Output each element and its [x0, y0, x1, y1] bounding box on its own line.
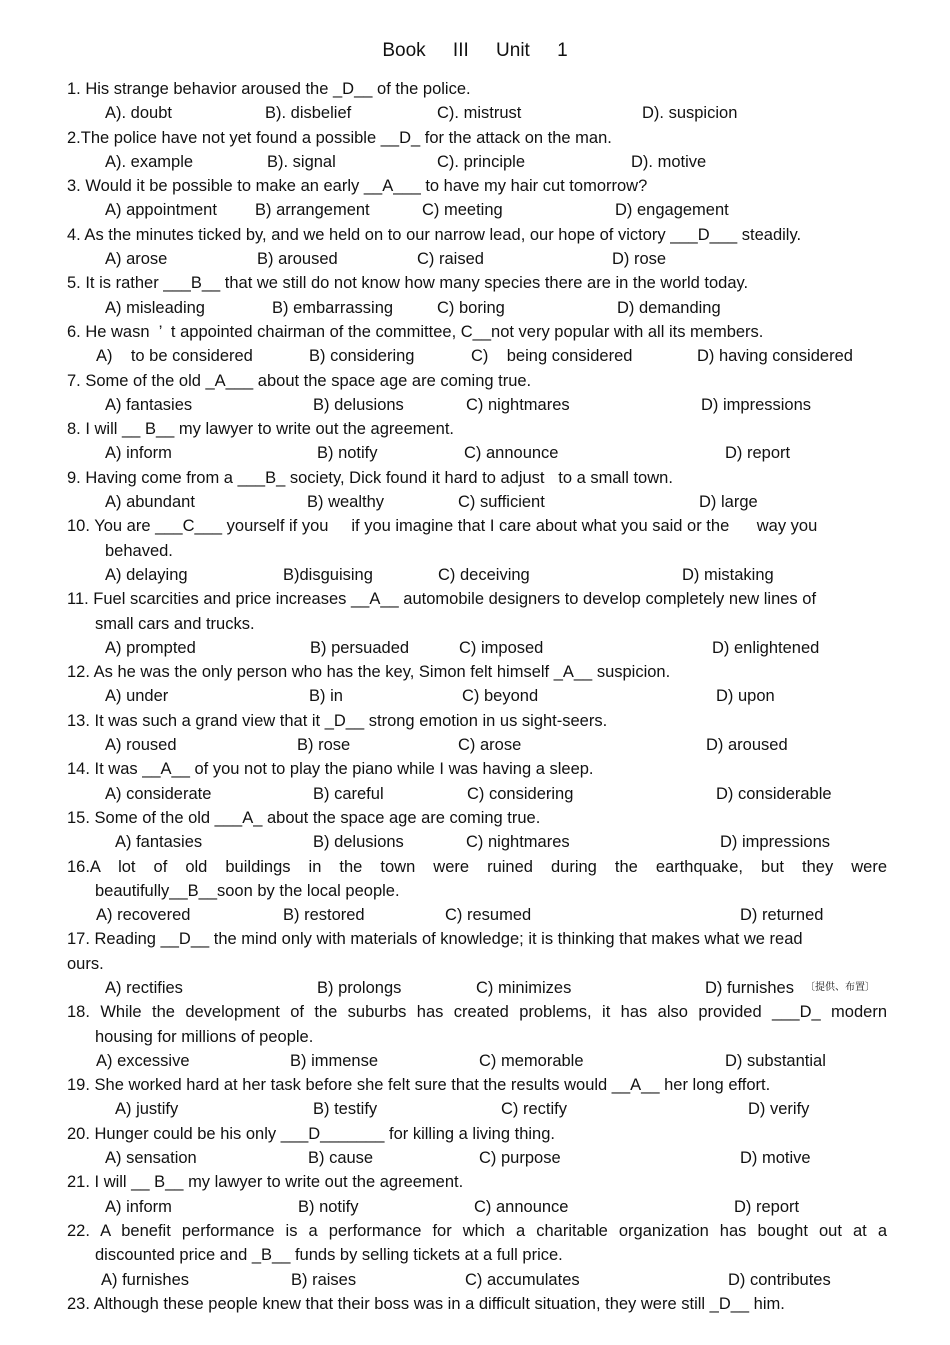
option-row: [67, 344, 887, 368]
question-text: 9. Having come from a ___B_ society, Dick found it hard to adjust to a small town.: [67, 468, 673, 487]
question-text: 8. I will __ B__ my lawyer to write out the agreement.: [67, 420, 455, 439]
option-row: [67, 684, 887, 708]
question-item: [67, 1292, 887, 1316]
option-c[interactable]: C) minimizes: [476, 978, 572, 997]
option-d[interactable]: D) rose: [612, 250, 667, 269]
option-row: [67, 247, 887, 271]
question-text: 22. A benefit performance is a performance for which a charitable organization has bought out at a: [67, 1221, 887, 1240]
question-item: [67, 320, 887, 369]
option-c[interactable]: C) resumed: [445, 906, 532, 925]
option-d[interactable]: D) enlightened: [712, 638, 820, 657]
option-b[interactable]: B) notify: [298, 1197, 359, 1216]
option-b[interactable]: B) wealthy: [307, 493, 385, 512]
option-row: [67, 733, 887, 757]
question-text: 5. It is rather ___B__ that we still do not know how many species there are in the world today.: [67, 274, 749, 293]
option-b[interactable]: B) considering: [309, 347, 415, 366]
option-row: [67, 563, 887, 587]
question-text-continued: behaved.: [105, 541, 173, 560]
option-a[interactable]: A) sensation: [105, 1149, 197, 1168]
option-a[interactable]: A) fantasies: [115, 833, 203, 852]
option-d[interactable]: D) furnishes: [705, 978, 794, 997]
option-d[interactable]: D) motive: [740, 1149, 811, 1168]
option-a[interactable]: A) to be considered: [96, 347, 253, 366]
option-a[interactable]: A) delaying: [105, 565, 188, 584]
question-text: 21. I will __ B__ my lawyer to write out the agreement.: [67, 1173, 464, 1192]
option-b[interactable]: B) restored: [283, 906, 365, 925]
option-d[interactable]: D) report: [734, 1197, 800, 1216]
question-item: [67, 369, 887, 418]
question-text-continued: discounted price and _B__ funds by selling tickets at a full price.: [95, 1246, 563, 1265]
question-item: [67, 271, 887, 320]
question-item: [67, 1170, 887, 1219]
option-b[interactable]: B) embarrassing: [272, 298, 394, 317]
option-b[interactable]: B) notify: [317, 444, 378, 463]
option-c[interactable]: C) purpose: [479, 1149, 561, 1168]
question-text: 2.The police have not yet found a possible __D_ for the attack on the man.: [67, 128, 612, 147]
option-d[interactable]: D) mistaking: [682, 565, 774, 584]
question-item: [67, 466, 887, 515]
option-row: [67, 101, 887, 125]
option-b[interactable]: B) aroused: [257, 250, 338, 269]
question-item: [67, 174, 887, 223]
option-d[interactable]: D) contributes: [728, 1270, 831, 1289]
question-text: 4. As the minutes ticked by, and we held on to our narrow lead, our hope of victory ___D___ steadily.: [67, 225, 802, 244]
question-text-continued: housing for millions of people.: [95, 1027, 314, 1046]
option-d[interactable]: D) upon: [716, 687, 775, 706]
option-c[interactable]: C) being considered: [471, 347, 633, 366]
footnote-annotation: 〔提供、布置〕: [805, 981, 875, 993]
option-b[interactable]: B) arrangement: [255, 201, 370, 220]
option-d[interactable]: D) report: [725, 444, 791, 463]
question-text: 7. Some of the old _A___ about the space age are coming true.: [67, 371, 532, 390]
option-c[interactable]: C) memorable: [479, 1051, 584, 1070]
option-row: [67, 198, 887, 222]
question-item: [67, 77, 887, 126]
question-item: [67, 927, 887, 1000]
question-item: [67, 855, 887, 928]
option-a[interactable]: A) considerate: [105, 784, 212, 803]
option-b[interactable]: B) persuaded: [310, 638, 410, 657]
option-row: [67, 1146, 887, 1170]
option-a[interactable]: A) justify: [115, 1100, 179, 1119]
option-b[interactable]: B) delusions: [313, 395, 404, 414]
option-b[interactable]: B). disbelief: [265, 104, 352, 123]
option-row: [67, 1195, 887, 1219]
option-c[interactable]: C) nightmares: [466, 395, 570, 414]
question-text-continued: ours.: [67, 954, 104, 973]
option-c[interactable]: C) arose: [458, 736, 522, 755]
option-row: [67, 976, 887, 1000]
option-a[interactable]: A) furnishes: [101, 1270, 190, 1289]
option-c[interactable]: C) boring: [437, 298, 505, 317]
option-row: [67, 1268, 887, 1292]
option-c[interactable]: C) nightmares: [466, 833, 570, 852]
option-c[interactable]: C) imposed: [459, 638, 544, 657]
question-text: 17. Reading __D__ the mind only with materials of knowledge; it is thinking that makes what we read: [67, 930, 803, 949]
option-row: [67, 903, 887, 927]
option-c[interactable]: C) announce: [464, 444, 559, 463]
option-row: [67, 296, 887, 320]
question-item: [67, 587, 887, 660]
option-a[interactable]: A) misleading: [105, 298, 205, 317]
option-b[interactable]: B) cause: [308, 1149, 374, 1168]
option-a[interactable]: A) under: [105, 687, 169, 706]
option-d[interactable]: D) substantial: [725, 1051, 826, 1070]
question-item: [67, 1000, 887, 1073]
option-c[interactable]: C) sufficient: [458, 493, 545, 512]
question-text: 12. As he was the only person who has the key, Simon felt himself _A__ suspicion.: [67, 663, 671, 682]
question-text-continued: beautifully__B__soon by the local people.: [95, 881, 400, 900]
option-c[interactable]: C) raised: [417, 250, 484, 269]
option-d[interactable]: D). suspicion: [642, 104, 738, 123]
option-d[interactable]: D). motive: [631, 152, 707, 171]
question-text: 19. She worked hard at her task before she felt sure that the results would __A__ her long effort.: [67, 1076, 771, 1095]
option-a[interactable]: A) prompted: [105, 638, 196, 657]
option-d[interactable]: D) having considered: [697, 347, 853, 366]
option-c[interactable]: C) beyond: [462, 687, 539, 706]
option-d[interactable]: D) impressions: [701, 395, 812, 414]
question-item: [67, 1073, 887, 1122]
question-text: 3. Would it be possible to make an early __A___ to have my hair cut tomorrow?: [67, 177, 648, 196]
option-c[interactable]: C). mistrust: [437, 104, 522, 123]
option-b[interactable]: B)disguising: [283, 565, 373, 584]
option-d[interactable]: D) aroused: [706, 736, 788, 755]
question-text: 18. While the development of the suburbs has created problems, it has also provided ___D_ modern: [67, 1003, 887, 1022]
option-b[interactable]: B) prolongs: [317, 978, 402, 997]
option-a[interactable]: A) inform: [105, 444, 172, 463]
option-b[interactable]: B) rose: [297, 736, 351, 755]
option-a[interactable]: A). doubt: [105, 104, 172, 123]
option-c[interactable]: C) meeting: [422, 201, 503, 220]
question-item: [67, 1219, 887, 1292]
question-text: 23. Although these people knew that their boss was in a difficult situation, they were still _D__ him.: [67, 1294, 785, 1313]
page-title: Book III Unit 1: [382, 40, 568, 61]
option-a[interactable]: A) arose: [105, 250, 168, 269]
option-b[interactable]: B) immense: [290, 1051, 379, 1070]
question-text: 11. Fuel scarcities and price increases __A__ automobile designers to develop completely new lines of: [67, 590, 817, 609]
question-item: [67, 757, 887, 806]
option-row: [67, 830, 887, 854]
question-text-continued: small cars and trucks.: [95, 614, 255, 633]
option-row: [67, 782, 887, 806]
question-text: 6. He wasn ’ t appointed chairman of the committee, C__not very popular with all its members.: [67, 322, 764, 341]
question-item: [67, 660, 887, 709]
question-item: [67, 223, 887, 272]
option-c[interactable]: C). principle: [437, 152, 526, 171]
option-d[interactable]: D) large: [699, 493, 758, 512]
question-text: 1. His strange behavior aroused the _D__ of the police.: [67, 80, 471, 98]
option-a[interactable]: A). example: [105, 152, 194, 171]
option-b[interactable]: B) delusions: [313, 833, 404, 852]
option-c[interactable]: C) announce: [474, 1197, 569, 1216]
question-item: [67, 417, 887, 466]
question-item: [67, 1122, 887, 1171]
option-a[interactable]: A) inform: [105, 1197, 172, 1216]
option-d[interactable]: D) impressions: [720, 833, 831, 852]
option-row: [67, 393, 887, 417]
option-row: [67, 1049, 887, 1073]
option-row: [67, 441, 887, 465]
option-b[interactable]: B). signal: [267, 152, 336, 171]
option-b[interactable]: B) in: [309, 687, 343, 706]
option-a[interactable]: A) abundant: [105, 493, 195, 512]
option-row: [67, 636, 887, 660]
option-b[interactable]: B) testify: [313, 1100, 378, 1119]
option-a[interactable]: A) roused: [105, 736, 177, 755]
option-d[interactable]: D) returned: [740, 906, 824, 925]
option-b[interactable]: B) careful: [313, 784, 384, 803]
question-item: [67, 806, 887, 855]
option-row: [67, 1097, 887, 1121]
question-text: 20. Hunger could be his only ___D_______ for killing a living thing.: [67, 1124, 555, 1143]
option-c[interactable]: C) accumulates: [465, 1270, 580, 1289]
option-a[interactable]: A) recovered: [96, 906, 191, 925]
option-c[interactable]: C) deceiving: [438, 565, 530, 584]
question-text: 10. You are ___C___ yourself if you if you imagine that I care about what you said or the way you: [67, 517, 818, 536]
option-d[interactable]: D) engagement: [615, 201, 729, 220]
option-d[interactable]: D) verify: [748, 1100, 810, 1119]
question-text: 16.A lot of old buildings in the town were ruined during the earthquake, but they were: [67, 857, 887, 876]
question-list: [67, 77, 887, 1316]
option-a[interactable]: A) excessive: [96, 1051, 190, 1070]
option-row: [67, 150, 887, 174]
question-item: [67, 709, 887, 758]
option-c[interactable]: C) rectify: [501, 1100, 567, 1119]
option-d[interactable]: D) demanding: [617, 298, 721, 317]
question-text: 13. It was such a grand view that it _D__ strong emotion in us sight-seers.: [67, 711, 608, 730]
option-d[interactable]: D) considerable: [716, 784, 832, 803]
question-item: [67, 126, 887, 175]
question-text: 14. It was __A__ of you not to play the piano while I was having a sleep.: [67, 760, 594, 779]
option-row: [67, 490, 887, 514]
option-c[interactable]: C) considering: [467, 784, 574, 803]
option-b[interactable]: B) raises: [291, 1270, 357, 1289]
option-a[interactable]: A) appointment: [105, 201, 217, 220]
question-item: [67, 514, 887, 587]
question-text: 15. Some of the old ___A_ about the space age are coming true.: [67, 808, 541, 827]
option-a[interactable]: A) fantasies: [105, 395, 193, 414]
option-a[interactable]: A) rectifies: [105, 978, 183, 997]
